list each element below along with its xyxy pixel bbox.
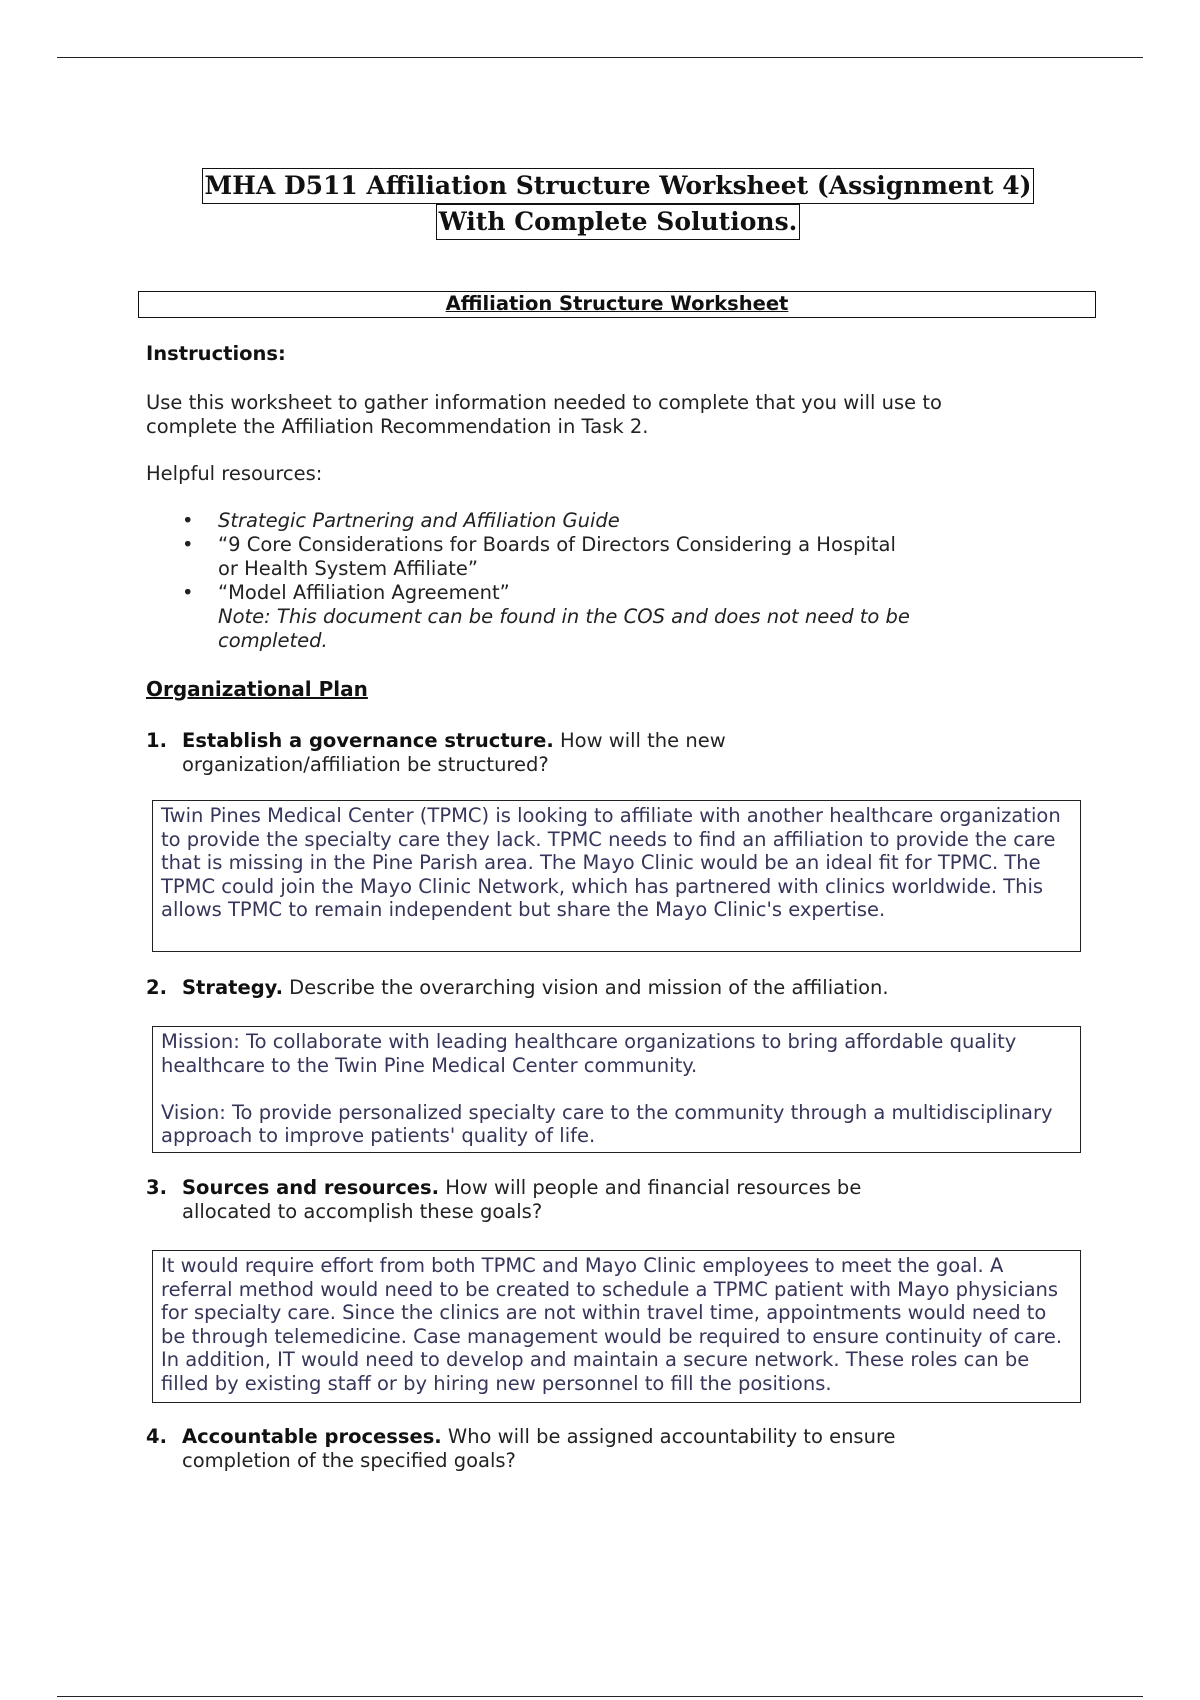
question-3 <box>146 1176 1096 1224</box>
bullet-icon: • <box>182 533 194 556</box>
resource-line: “Model Affiliation Agreement” <box>218 581 510 604</box>
question-1 <box>146 729 1096 777</box>
resource-line: or Health System Affiliate” <box>218 557 479 580</box>
question-line: allocated to accomplish these goals? <box>182 1200 543 1223</box>
question-bold: Establish a governance structure. <box>182 729 554 752</box>
answer-box-1 <box>152 800 1081 952</box>
question-number: 2. <box>146 976 167 999</box>
instructions-label: Instructions: <box>146 342 286 365</box>
bullet-icon: • <box>182 581 194 604</box>
list-item <box>146 581 1046 605</box>
question-text <box>146 1176 1096 1224</box>
section-heading: Organizational Plan <box>146 677 368 701</box>
footer-rule <box>57 1696 1143 1697</box>
answer-paragraph: Mission: To collaborate with leading healthcare organizations to bring affordable quality healthcare to the Twin Pine Medical Center community. <box>161 1030 1017 1077</box>
document-title <box>0 168 1200 240</box>
answer-paragraph: It would require effort from both TPMC and Mayo Clinic employees to meet the goal. A referral method would need to be created to schedule a TPMC patient with Mayo physicians for specialty care. Since the clinics are not within travel time, appointments would need to be through telemedicine. Case management would be required to ensure continuity of care. In addition, IT would need to develop and maintain a secure network. These roles can be filled by existing staff or by hiring new personnel to fill the positions. <box>161 1254 1063 1395</box>
question-text <box>146 1425 1096 1473</box>
title-line-2: With Complete Solutions. <box>436 204 801 240</box>
question-bold: Sources and resources. <box>182 1176 440 1199</box>
question-number: 3. <box>146 1176 167 1199</box>
question-text <box>146 976 1096 1000</box>
resource-line: Strategic Partnering and Affiliation Guide <box>218 509 620 532</box>
instructions-text <box>146 391 1096 439</box>
answer-box-3 <box>152 1250 1081 1403</box>
instructions-line: Use this worksheet to gather information needed to complete that you will use to <box>146 391 942 414</box>
answer-box-2 <box>152 1026 1081 1153</box>
question-line: Describe the overarching vision and mission of the affiliation. <box>282 976 889 999</box>
question-line: Who will be assigned accountability to ensure <box>441 1425 896 1448</box>
header-rule <box>57 57 1143 58</box>
question-number: 1. <box>146 729 167 752</box>
note-line: completed. <box>218 629 328 652</box>
question-line: completion of the specified goals? <box>182 1449 516 1472</box>
question-text <box>146 729 1096 777</box>
note-line: Note: This document can be found in the COS and does not need to be <box>218 605 910 628</box>
answer-paragraph: Twin Pines Medical Center (TPMC) is looking to affiliate with another healthcare organization to provide the specialty care they lack. TPMC needs to find an affiliation to provide the care that is missing in the Pine Parish area. The Mayo Clinic would be an ideal fit for TPMC. The TPMC could join the Mayo Clinic Network, which has partnered with clinics worldwide. This allows TPMC to remain independent but share the Mayo Clinic's expertise. <box>161 804 1061 921</box>
question-line: How will the new <box>553 729 726 752</box>
question-line: How will people and financial resources be <box>439 1176 862 1199</box>
resources-list <box>146 509 1046 653</box>
answer-paragraph: Vision: To provide personalized specialty care to the community through a multidisciplinary approach to improve patients' quality of life. <box>161 1100 1053 1147</box>
question-number: 4. <box>146 1425 167 1448</box>
worksheet-heading-box <box>138 291 1096 318</box>
list-item <box>146 509 1046 533</box>
resource-line: “9 Core Considerations for Boards of Directors Considering a Hospital <box>218 533 896 556</box>
helpful-resources-label: Helpful resources: <box>146 462 323 485</box>
question-bold: Strategy. <box>182 976 283 999</box>
question-bold: Accountable processes. <box>182 1425 442 1448</box>
question-2 <box>146 976 1096 1000</box>
worksheet-heading: Affiliation Structure Worksheet <box>445 292 789 315</box>
instructions-line: complete the Affiliation Recommendation in Task 2. <box>146 415 649 438</box>
question-line: organization/affiliation be structured? <box>182 753 549 776</box>
list-item <box>146 533 1046 581</box>
question-4 <box>146 1425 1096 1473</box>
title-line-1: MHA D511 Affiliation Structure Worksheet (Assignment 4) <box>202 168 1035 204</box>
bullet-icon: • <box>182 509 194 532</box>
